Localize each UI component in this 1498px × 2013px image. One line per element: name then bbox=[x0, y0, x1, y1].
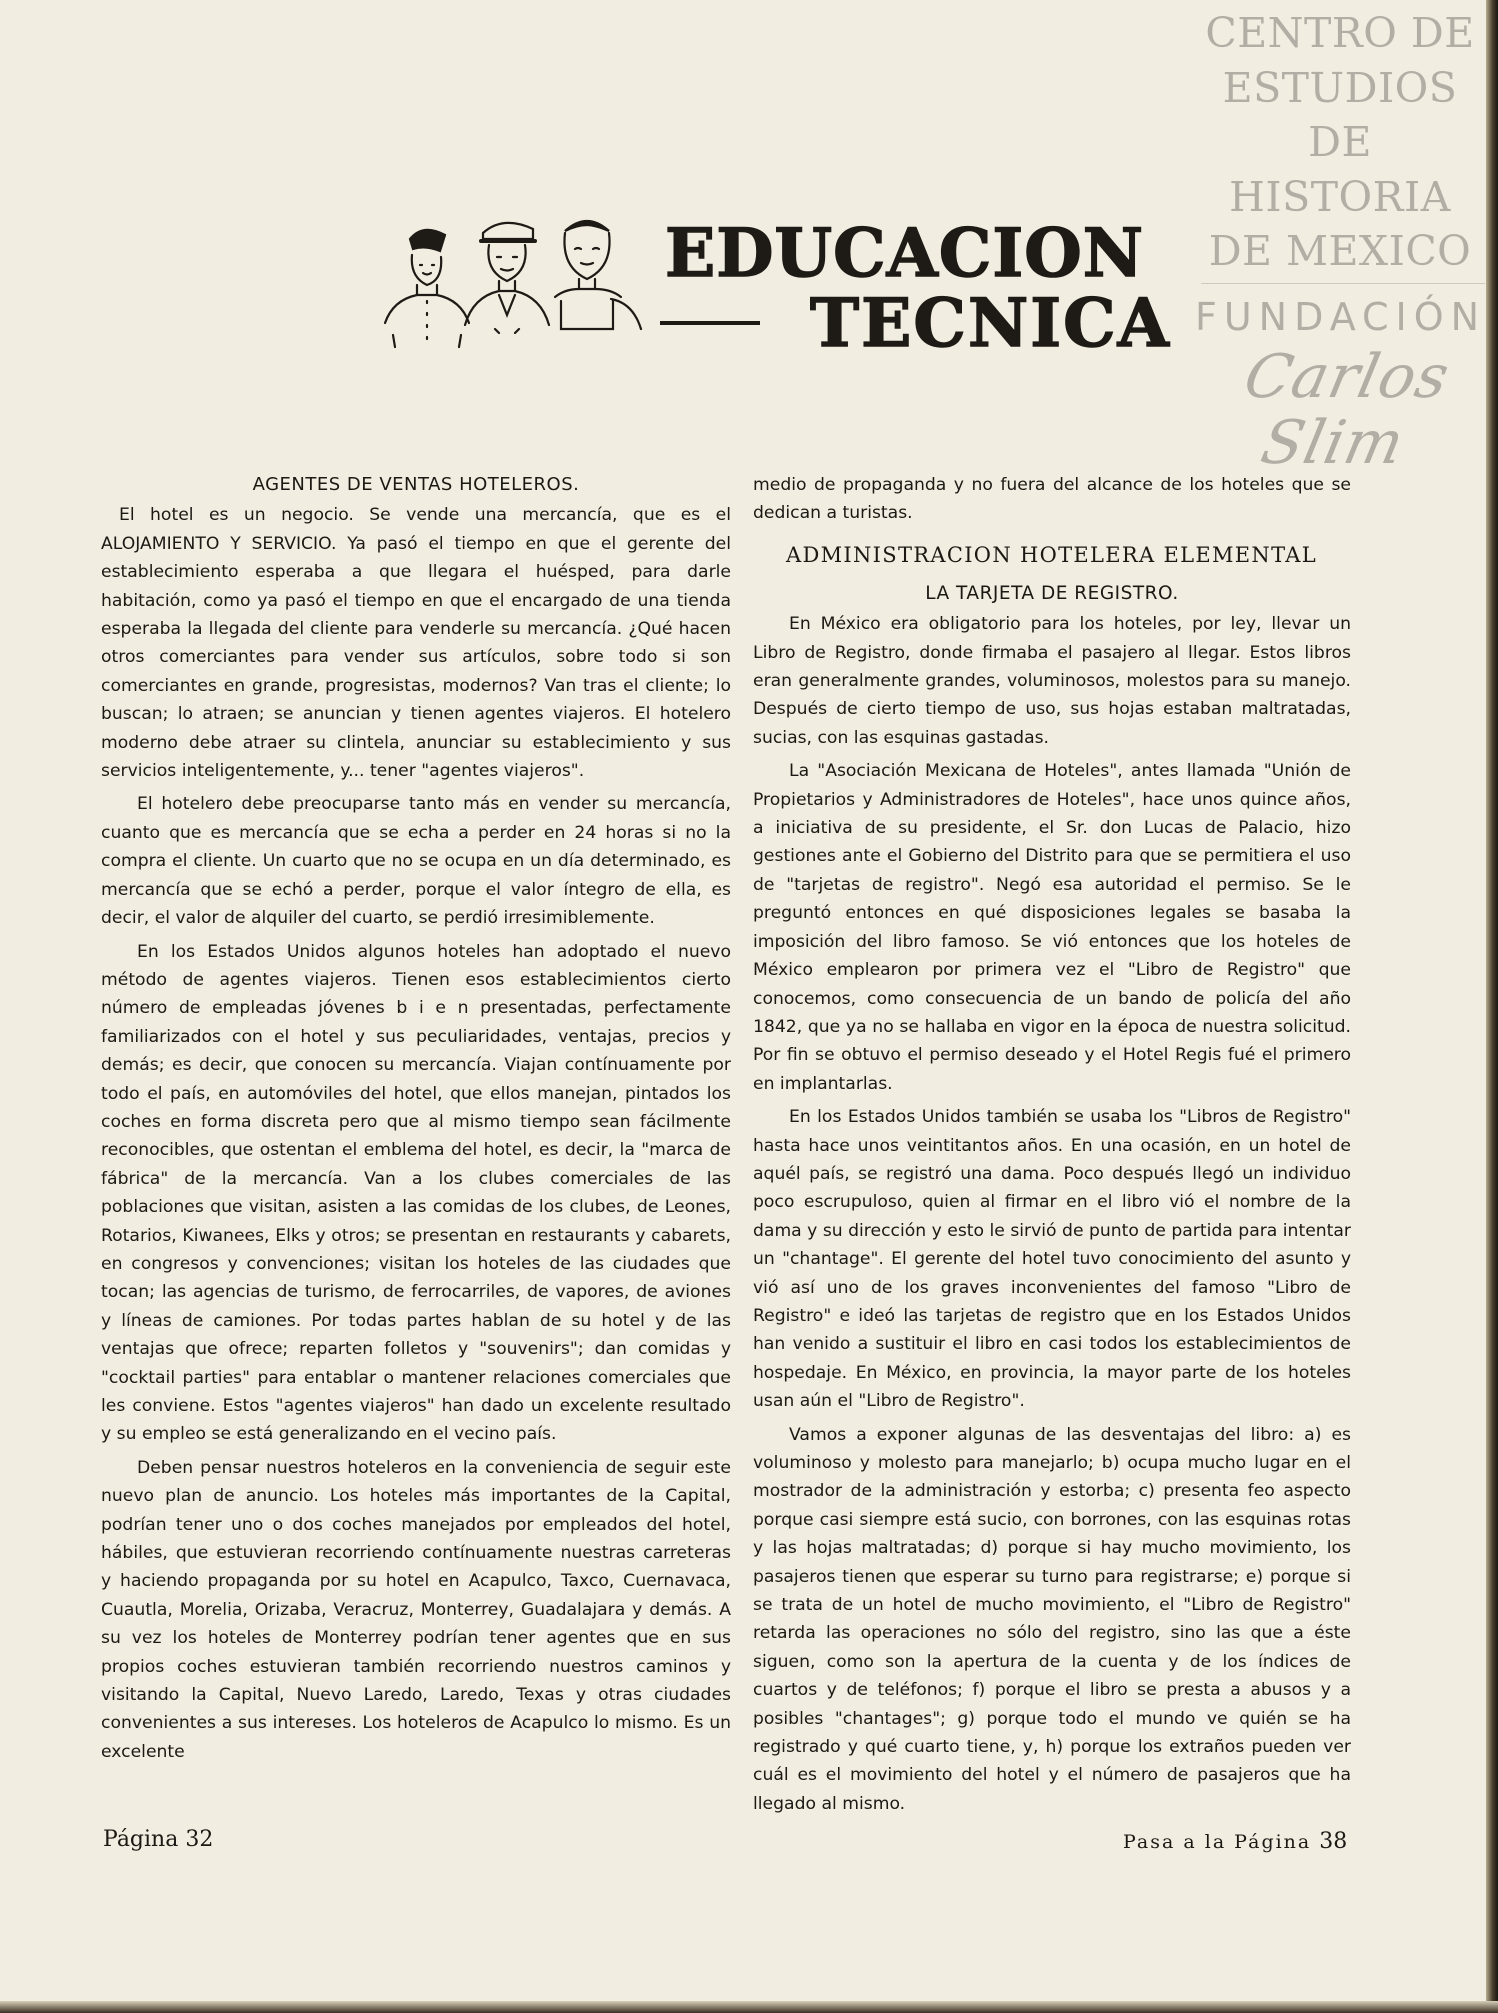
title-line-1: EDUCACION bbox=[665, 214, 1145, 292]
watermark-line: DE HISTORIA bbox=[1229, 118, 1451, 221]
page-edge-shadow bbox=[1486, 0, 1498, 2013]
title-dash bbox=[660, 321, 760, 325]
staff-figures-illustration bbox=[365, 205, 650, 365]
article-paragraph: El hotelero debe preocuparse tanto más en vender su mercancía, cuanto que es mercancía que se echa a perder en 24 horas si no la compra el cliente. Un cuarto que no se ocupa en un día determinado, es mercancía que se echó a perder, porque el valor íntegro de ella, es decir, el valor de alquiler del cuarto, se perdió irresimiblemente. bbox=[101, 794, 731, 929]
article-heading: AGENTES DE VENTAS HOTELEROS. bbox=[252, 474, 580, 495]
article-paragraph: Deben pensar nuestros hoteleros en la conveniencia de seguir este nuevo plan de anuncio. Los hoteles más importantes de la Capital, podrían tener uno o dos coches manejados por empleados del hotel, hábiles, que estuvieran recorriendo contínuamente nuestras carreteras y haciendo propaganda por su hotel en Acapulco, Taxco, Cuernavaca, Cuautla, Morelia, Orizaba, Veracruz, Monterrey, Guadalajara y demás. A su vez los hoteles de Monterrey podrían tener agentes que en sus propios coches estuvieran también recorriendo nuestros caminos y visitando la Capital, Nuevo Laredo, Laredo, Texas y otras ciudades convenientes a sus intereses. Los hoteleros de Acapulco lo mismo. Es un excelente bbox=[101, 1457, 731, 1762]
left-column bbox=[101, 471, 731, 1771]
article-paragraph: En los Estados Unidos también se usaba los "Libros de Registro" hasta hace unos veintitantos años. En una ocasión, en un hotel de aquél país, se registró una dama. Poco después llegó un individuo poco escrupuloso, quien al firmar en el libro vió el nombre de la dama y su dirección y esto le sirvió de punto de partida para intentar un "chantage". El gerente del hotel tuvo conocimiento del asunto y vió así uno de los graves inconvenientes del famoso "Libro de Registro" e ideó las tarjetas de registro que en los Estados Unidos han venido a sustituir el libro en casi todos los establecimientos de hospedaje. En México, en provincia, la mayor parte de los hoteles usan aún el "Libro de Registro". bbox=[753, 1107, 1351, 1412]
watermark-signature: Carlos Slim bbox=[1238, 341, 1456, 478]
watermark-divider bbox=[1201, 283, 1485, 284]
page-number: Página 32 bbox=[103, 1827, 214, 1852]
article-paragraph: En los Estados Unidos algunos hoteles han adoptado el nuevo método de agentes viajeros. Tienen esos establecimientos cierto número de empleadas jóvenes b i e n presentadas, perfectamente familiarizados con el hotel y sus peculiaridades, ventajas, precios y demás; es decir, que conocen su mercancía. Viajan contínuamente por todo el país, en automóviles del hotel, que ellos manejan, pintados los coches en forma discreta pero que al mismo tiempo sean fácilmente reconocibles, que ostentan el emblema del hotel, es decir, la "marca de fábrica" de la mercancía. Van a los clubes comerciales de las poblaciones que visitan, asisten a las comidas de los clubes, de Leones, Rotarios, Kiwanees, Elks y otros; se presentan en restaurants y cabarets, en congresos y convenciones; visitan los hoteles de las ciudades que tocan; las agencias de turismo, de ferrocarriles, de vapores, de aviones y líneas de camiones. Por todas partes hablan de su hotel y de las ventajas que ofrece; reparten folletos y "souvenirs"; dan comidas y "cocktail parties" para entablar o mantener relaciones comerciales que les conviene. Estos "agentes viajeros" han dado un excelente resultado y su empleo se está generalizando en el vecino país. bbox=[101, 941, 731, 1445]
section-heading: ADMINISTRACION HOTELERA ELEMENTAL bbox=[786, 542, 1317, 567]
article-paragraph: La "Asociación Mexicana de Hoteles", antes llamada "Unión de Propietarios y Administradores de Hoteles", hace unos quince años, a iniciativa de su presidente, el Sr. don Lucas de Palacio, hizo gestiones ante el Gobierno del Distrito para que se permitiera el uso de "tarjetas de registro". Negó esa autoridad el permiso. Se le preguntó entonces en qué disposiciones legales se basaba la imposición del libro famoso. Se vió entonces que los hoteles de México emplearon por primera vez el "Libro de Registro" que conocemos, como consecuencia de un bando de policía del año 1842, que ya no se hallaba en vigor en la época de nuestra solicitud. Por fin se obtuvo el permiso deseado y el Hotel Regis fué el primero en implantarlas. bbox=[753, 761, 1351, 1094]
page-bottom-shadow bbox=[0, 2001, 1498, 2013]
watermark-line: CENTRO DE bbox=[1205, 9, 1475, 57]
article-paragraph: En México era obligatorio para los hoteles, por ley, llevar un Libro de Registro, donde firmaba el pasajero al llegar. Estos libros eran generalmente grandes, voluminosos, molestos para su manejo. Después de cierto tiempo de uso, sus hojas estaban maltratadas, sucias, con las esquinas gastadas. bbox=[753, 614, 1351, 748]
section-title bbox=[665, 214, 1171, 362]
article-continuation: medio de propaganda y no fuera del alcance de los hoteles que se dedican a turistas. bbox=[753, 475, 1351, 524]
watermark bbox=[1195, 6, 1485, 476]
article-paragraph: Vamos a exponer algunas de las desventajas del libro: a) es voluminoso y molesto para manejarlo; b) ocupa mucho lugar en el mostrador de la administración y estorba; c) presenta feo aspecto porque casi siempre está sucio, con borrones, con las esquinas rotas y las hojas maltratadas; d) porque si hay mucho movimiento, los pasajeros tienen que esperar su turno para registrarse; e) porque si se trata de un hotel de mucho movimiento, el "Libro de Registro" retarda las operaciones no sólo del registro, sino las que a éste siguen, como son la apertura de la cuenta y de los índices de cuartos y de teléfonos; f) porque el libro se presta a abusos y a posibles "chantages"; g) porque todo el mundo ve quién se ha registrado y qué cuarto tiene, y, h) porque los extraños pueden ver cuál es el movimiento del hotel y el número de pasajeros que ha llegado al mismo. bbox=[753, 1424, 1351, 1814]
right-column bbox=[753, 471, 1351, 1823]
title-line-2-text: TECNICA bbox=[810, 284, 1171, 362]
article-paragraph: El hotel es un negocio. Se vende una mercancía, que es el ALOJAMIENTO Y SERVICIO. Ya pasó el tiempo en que el gerente del establecimiento esperaba a que llegara el huésped, para darle habitación, como ya pasó el tiempo en que el encargado de una tienda esperaba la llegada del cliente para venderle su mercancía. ¿Qué hacen otros comerciantes para vender sus artículos, sobre todo si son comerciantes en grande, progresistas, modernos? Van tras el cliente; lo buscan; lo atraen; se anuncian y tienen agentes viajeros. El hotelero moderno debe atraer su clintela, anunciar su establecimiento y sus servicios inteligentemente, y... tener "agentes viajeros". bbox=[101, 505, 731, 782]
continue-link bbox=[1123, 1829, 1347, 1854]
watermark-line: ESTUDIOS bbox=[1222, 63, 1458, 112]
title-line-2 bbox=[810, 284, 1171, 362]
watermark-fundacion: FUNDACIÓN bbox=[1195, 294, 1487, 339]
continue-text: Pasa a la Página bbox=[1123, 1831, 1312, 1853]
watermark-line: DE MEXICO bbox=[1208, 227, 1472, 275]
subsection-heading: LA TARJETA DE REGISTRO. bbox=[925, 582, 1179, 604]
continue-page-number: 38 bbox=[1319, 1829, 1348, 1854]
